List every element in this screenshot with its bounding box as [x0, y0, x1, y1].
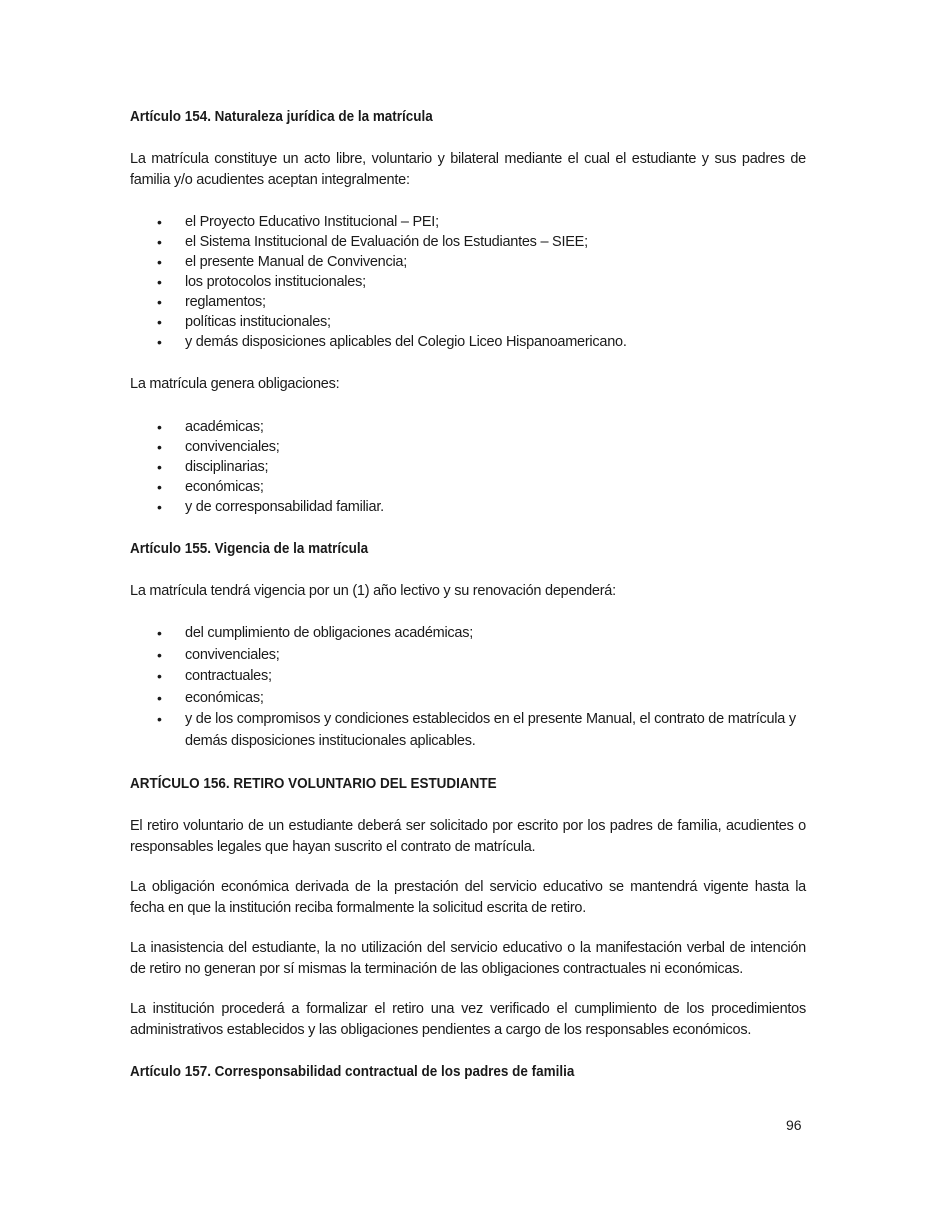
list-item: • económicas; — [130, 688, 806, 710]
bullet-icon: • — [157, 214, 162, 230]
list-item: • del cumplimiento de obligaciones académicas; — [130, 623, 806, 645]
obligations-intro: La matrícula genera obligaciones: — [130, 376, 340, 392]
page-number: 96 — [786, 1117, 802, 1133]
list-item: • y de corresponsabilidad familiar. — [157, 498, 384, 515]
article-154-intro: La matrícula constituye un acto libre, voluntario y bilateral mediante el cual el estudiante y sus padres de familia y/o acudientes aceptan integralmente: — [130, 151, 806, 188]
bullet-icon: • — [157, 274, 162, 290]
page-content — [130, 107, 806, 1082]
bullet-icon: • — [157, 498, 162, 515]
list-item: • y de los compromisos y condiciones establecidos en el presente Manual, el contrato de matrícula y demás disposiciones institucionales aplicables. — [157, 711, 796, 749]
list-item: • políticas institucionales; — [157, 314, 331, 330]
list-item: • y demás disposiciones aplicables del Colegio Liceo Hispanoamericano. — [157, 334, 627, 350]
list-item: • los protocolos institucionales; — [157, 274, 366, 290]
bullet-icon: • — [157, 294, 162, 310]
bullet-icon: • — [157, 254, 162, 270]
renewal-conditions-list — [130, 623, 806, 752]
list-item: • disciplinarias; — [157, 458, 269, 475]
list-item: • contractuales; — [130, 666, 806, 688]
bullet-icon: • — [157, 234, 162, 250]
bullet-icon: • — [157, 711, 162, 727]
list-item: • económicas; — [157, 478, 264, 495]
list-item: • convivenciales; — [157, 438, 280, 455]
article-155-heading: Artículo 155. Vigencia de la matrícula — [130, 540, 369, 557]
bullet-icon: • — [157, 625, 162, 641]
article-156-heading: ARTÍCULO 156. RETIRO VOLUNTARIO DEL ESTUDIANTE — [130, 776, 497, 792]
article-155-intro: La matrícula tendrá vigencia por un (1) año lectivo y su renovación dependerá: — [130, 582, 616, 599]
obligations-list — [130, 417, 806, 517]
article-156-paragraph: La obligación económica derivada de la prestación del servicio educativo se mantendrá vigente hasta la fecha en que la institución reciba formalmente la solicitud escrita de retiro. — [130, 879, 806, 916]
list-item: • el presente Manual de Convivencia; — [157, 254, 408, 270]
article-156-paragraph: El retiro voluntario de un estudiante deberá ser solicitado por escrito por los padres de familia, acudientes o responsables legales que hayan suscrito el contrato de matrícula. — [130, 818, 806, 855]
bullet-icon: • — [157, 418, 162, 435]
list-item: • el Sistema Institucional de Evaluación de los Estudiantes – SIEE; — [157, 234, 588, 250]
list-item: • el Proyecto Educativo Institucional – PEI; — [157, 214, 439, 230]
bullet-icon: • — [157, 646, 162, 663]
bullet-icon: • — [157, 668, 162, 684]
bullet-icon: • — [157, 458, 162, 475]
article-154-heading: Artículo 154. Naturaleza jurídica de la matrícula — [130, 109, 433, 125]
bullet-icon: • — [157, 438, 162, 455]
accepted-items-list — [130, 212, 806, 352]
article-156-paragraph: La institución procederá a formalizar el retiro una vez verificado el cumplimiento de los procedimientos administrativos establecidos y las obligaciones pendientes a cargo de los responsables económicos. — [130, 1001, 806, 1038]
list-item: • académicas; — [157, 418, 264, 435]
bullet-icon: • — [157, 689, 162, 706]
list-item: • reglamentos; — [157, 294, 266, 310]
bullet-icon: • — [157, 478, 162, 495]
list-item: • convivenciales; — [130, 645, 806, 667]
bullet-icon: • — [157, 334, 162, 350]
article-156-paragraph: La inasistencia del estudiante, la no utilización del servicio educativo o la manifestación verbal de intención de retiro no generan por sí mismas la terminación de las obligaciones contractuales ni económicas. — [130, 940, 806, 977]
article-157-heading: Artículo 157. Corresponsabilidad contractual de los padres de familia — [130, 1064, 575, 1080]
bullet-icon: • — [157, 314, 162, 330]
